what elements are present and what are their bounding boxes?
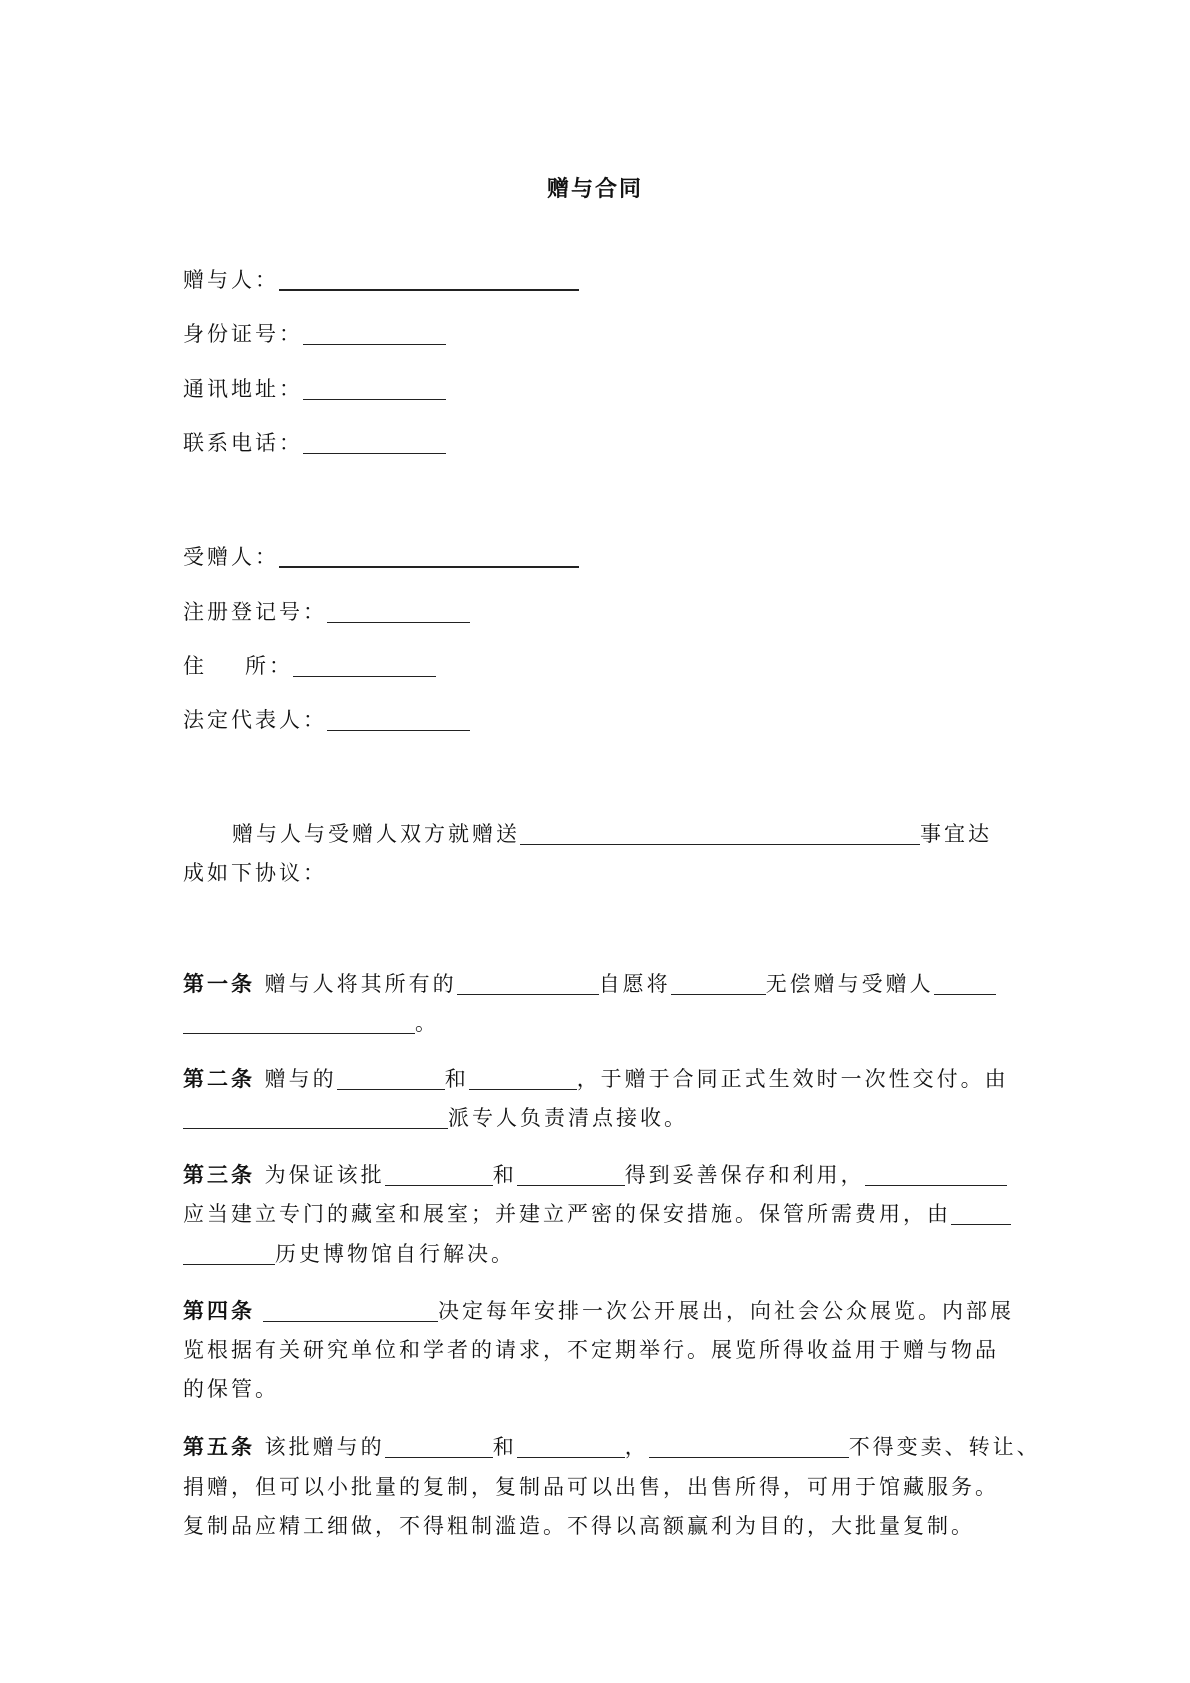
article-2-line-1 xyxy=(183,1063,1009,1093)
donee-residence-label-b: 所： xyxy=(245,654,293,678)
article-1-text-1: 赠与人将其所有的 xyxy=(255,972,457,996)
article-2-text-1: 赠与的 xyxy=(255,1067,337,1091)
donor-phone-blank[interactable] xyxy=(303,431,446,454)
article-5-line-2 xyxy=(183,1471,999,1501)
article-4-text-3: 的保管。 xyxy=(183,1377,279,1401)
donee-blank[interactable] xyxy=(279,544,579,568)
intro-line-2 xyxy=(183,857,327,887)
article-4-blank-1[interactable] xyxy=(263,1299,438,1322)
article-5-blank-3[interactable] xyxy=(649,1435,849,1458)
article-1-blank-3[interactable] xyxy=(934,972,996,995)
intro-text-1: 赠与人与受赠人双方就赠送 xyxy=(232,822,520,846)
intro-blank[interactable] xyxy=(520,822,920,845)
page-title: 赠与合同 xyxy=(546,176,643,202)
intro-line-1 xyxy=(232,818,992,848)
article-4-line-1 xyxy=(183,1295,1014,1325)
article-3-blank-2[interactable] xyxy=(517,1163,625,1186)
article-5-text-6: 复制品应精工细做，不得粗制滥造。不得以高额赢利为目的，大批量复制。 xyxy=(183,1514,975,1538)
donor-phone-line xyxy=(183,427,446,457)
donor-phone-label: 联系电话： xyxy=(183,431,303,455)
donee-residence-blank[interactable] xyxy=(293,654,436,677)
article-2-line-2 xyxy=(183,1102,688,1132)
article-2-text-2: 和 xyxy=(444,1067,469,1091)
intro-text-2: 事宜达 xyxy=(920,822,992,846)
article-3-line-3 xyxy=(183,1238,515,1268)
article-2-text-3: ，于赠于合同正式生效时一次性交付。由 xyxy=(576,1067,1009,1091)
donor-id-blank[interactable] xyxy=(303,322,446,345)
article-3-text-1: 为保证该批 xyxy=(255,1163,385,1187)
article-1-line-2 xyxy=(183,1007,439,1037)
donee-residence-label-a: 住 xyxy=(183,654,207,678)
donee-reg-line xyxy=(183,596,470,626)
article-3-blank-5[interactable] xyxy=(183,1242,275,1265)
donee-rep-blank[interactable] xyxy=(327,708,470,731)
article-4-line-2 xyxy=(183,1334,999,1364)
article-4-text-1: 决定每年安排一次公开展出，向社会公众展览。内部展 xyxy=(438,1299,1014,1323)
donee-label: 受赠人： xyxy=(183,545,279,569)
article-3-text-2: 和 xyxy=(492,1163,517,1187)
article-1-text-3: 无偿赠与受赠人 xyxy=(765,972,934,996)
article-5-blank-1[interactable] xyxy=(385,1435,493,1458)
article-2-blank-1[interactable] xyxy=(337,1067,445,1090)
article-1-heading: 第一条 xyxy=(183,971,255,996)
article-2-blank-2[interactable] xyxy=(469,1067,577,1090)
donor-line xyxy=(183,264,579,294)
article-5-line-1 xyxy=(183,1431,1041,1461)
intro-text-3: 成如下协议： xyxy=(183,861,327,885)
article-4-heading: 第四条 xyxy=(183,1298,255,1323)
article-1-blank-1[interactable] xyxy=(457,972,599,995)
donee-reg-blank[interactable] xyxy=(327,600,470,623)
article-4-text-2: 览根据有关研究单位和学者的请求，不定期举行。展览所得收益用于赠与物品 xyxy=(183,1338,999,1362)
article-3-heading: 第三条 xyxy=(183,1162,255,1187)
article-2-blank-3[interactable] xyxy=(183,1106,448,1129)
article-3-line-1 xyxy=(183,1159,1007,1189)
donee-line xyxy=(183,541,579,571)
donee-rep-label: 法定代表人： xyxy=(183,708,327,732)
article-5-text-2: 和 xyxy=(492,1435,517,1459)
donee-reg-label: 注册登记号： xyxy=(183,600,327,624)
article-5-text-3: ， xyxy=(624,1435,649,1459)
article-5-blank-2[interactable] xyxy=(517,1435,625,1458)
donor-address-line xyxy=(183,373,446,403)
article-1-text-4: 。 xyxy=(415,1011,439,1035)
article-3-text-5: 历史博物馆自行解决。 xyxy=(275,1242,515,1266)
donor-blank[interactable] xyxy=(279,267,579,291)
article-1-blank-2[interactable] xyxy=(671,972,766,995)
article-1-blank-4[interactable] xyxy=(183,1011,415,1034)
article-1-line-1 xyxy=(183,968,996,998)
donee-residence-line xyxy=(183,650,436,680)
donor-id-line xyxy=(183,318,446,348)
donor-address-label: 通讯地址： xyxy=(183,377,303,401)
article-4-line-3 xyxy=(183,1373,279,1403)
donor-id-label: 身份证号： xyxy=(183,322,303,346)
article-3-blank-3[interactable] xyxy=(865,1163,1007,1186)
article-1-text-2: 自愿将 xyxy=(598,972,671,996)
article-5-heading: 第五条 xyxy=(183,1434,255,1459)
article-3-blank-4[interactable] xyxy=(951,1202,1011,1225)
article-5-text-5: 捐赠，但可以小批量的复制，复制品可以出售，出售所得，可用于馆藏服务。 xyxy=(183,1475,999,1499)
article-3-blank-1[interactable] xyxy=(385,1163,493,1186)
article-3-line-2 xyxy=(183,1198,1011,1228)
donee-rep-line xyxy=(183,704,470,734)
article-5-text-4: 不得变卖、转让、 xyxy=(848,1435,1041,1459)
article-3-text-3: 得到妥善保存和利用， xyxy=(624,1163,865,1187)
article-5-line-3 xyxy=(183,1510,975,1540)
donor-label: 赠与人： xyxy=(183,268,279,292)
donor-address-blank[interactable] xyxy=(303,377,446,400)
article-2-heading: 第二条 xyxy=(183,1066,255,1091)
article-2-text-4: 派专人负责清点接收。 xyxy=(448,1106,688,1130)
article-3-text-4: 应当建立专门的藏室和展室；并建立严密的保安措施。保管所需费用，由 xyxy=(183,1202,951,1226)
article-5-text-1: 该批赠与的 xyxy=(255,1435,385,1459)
